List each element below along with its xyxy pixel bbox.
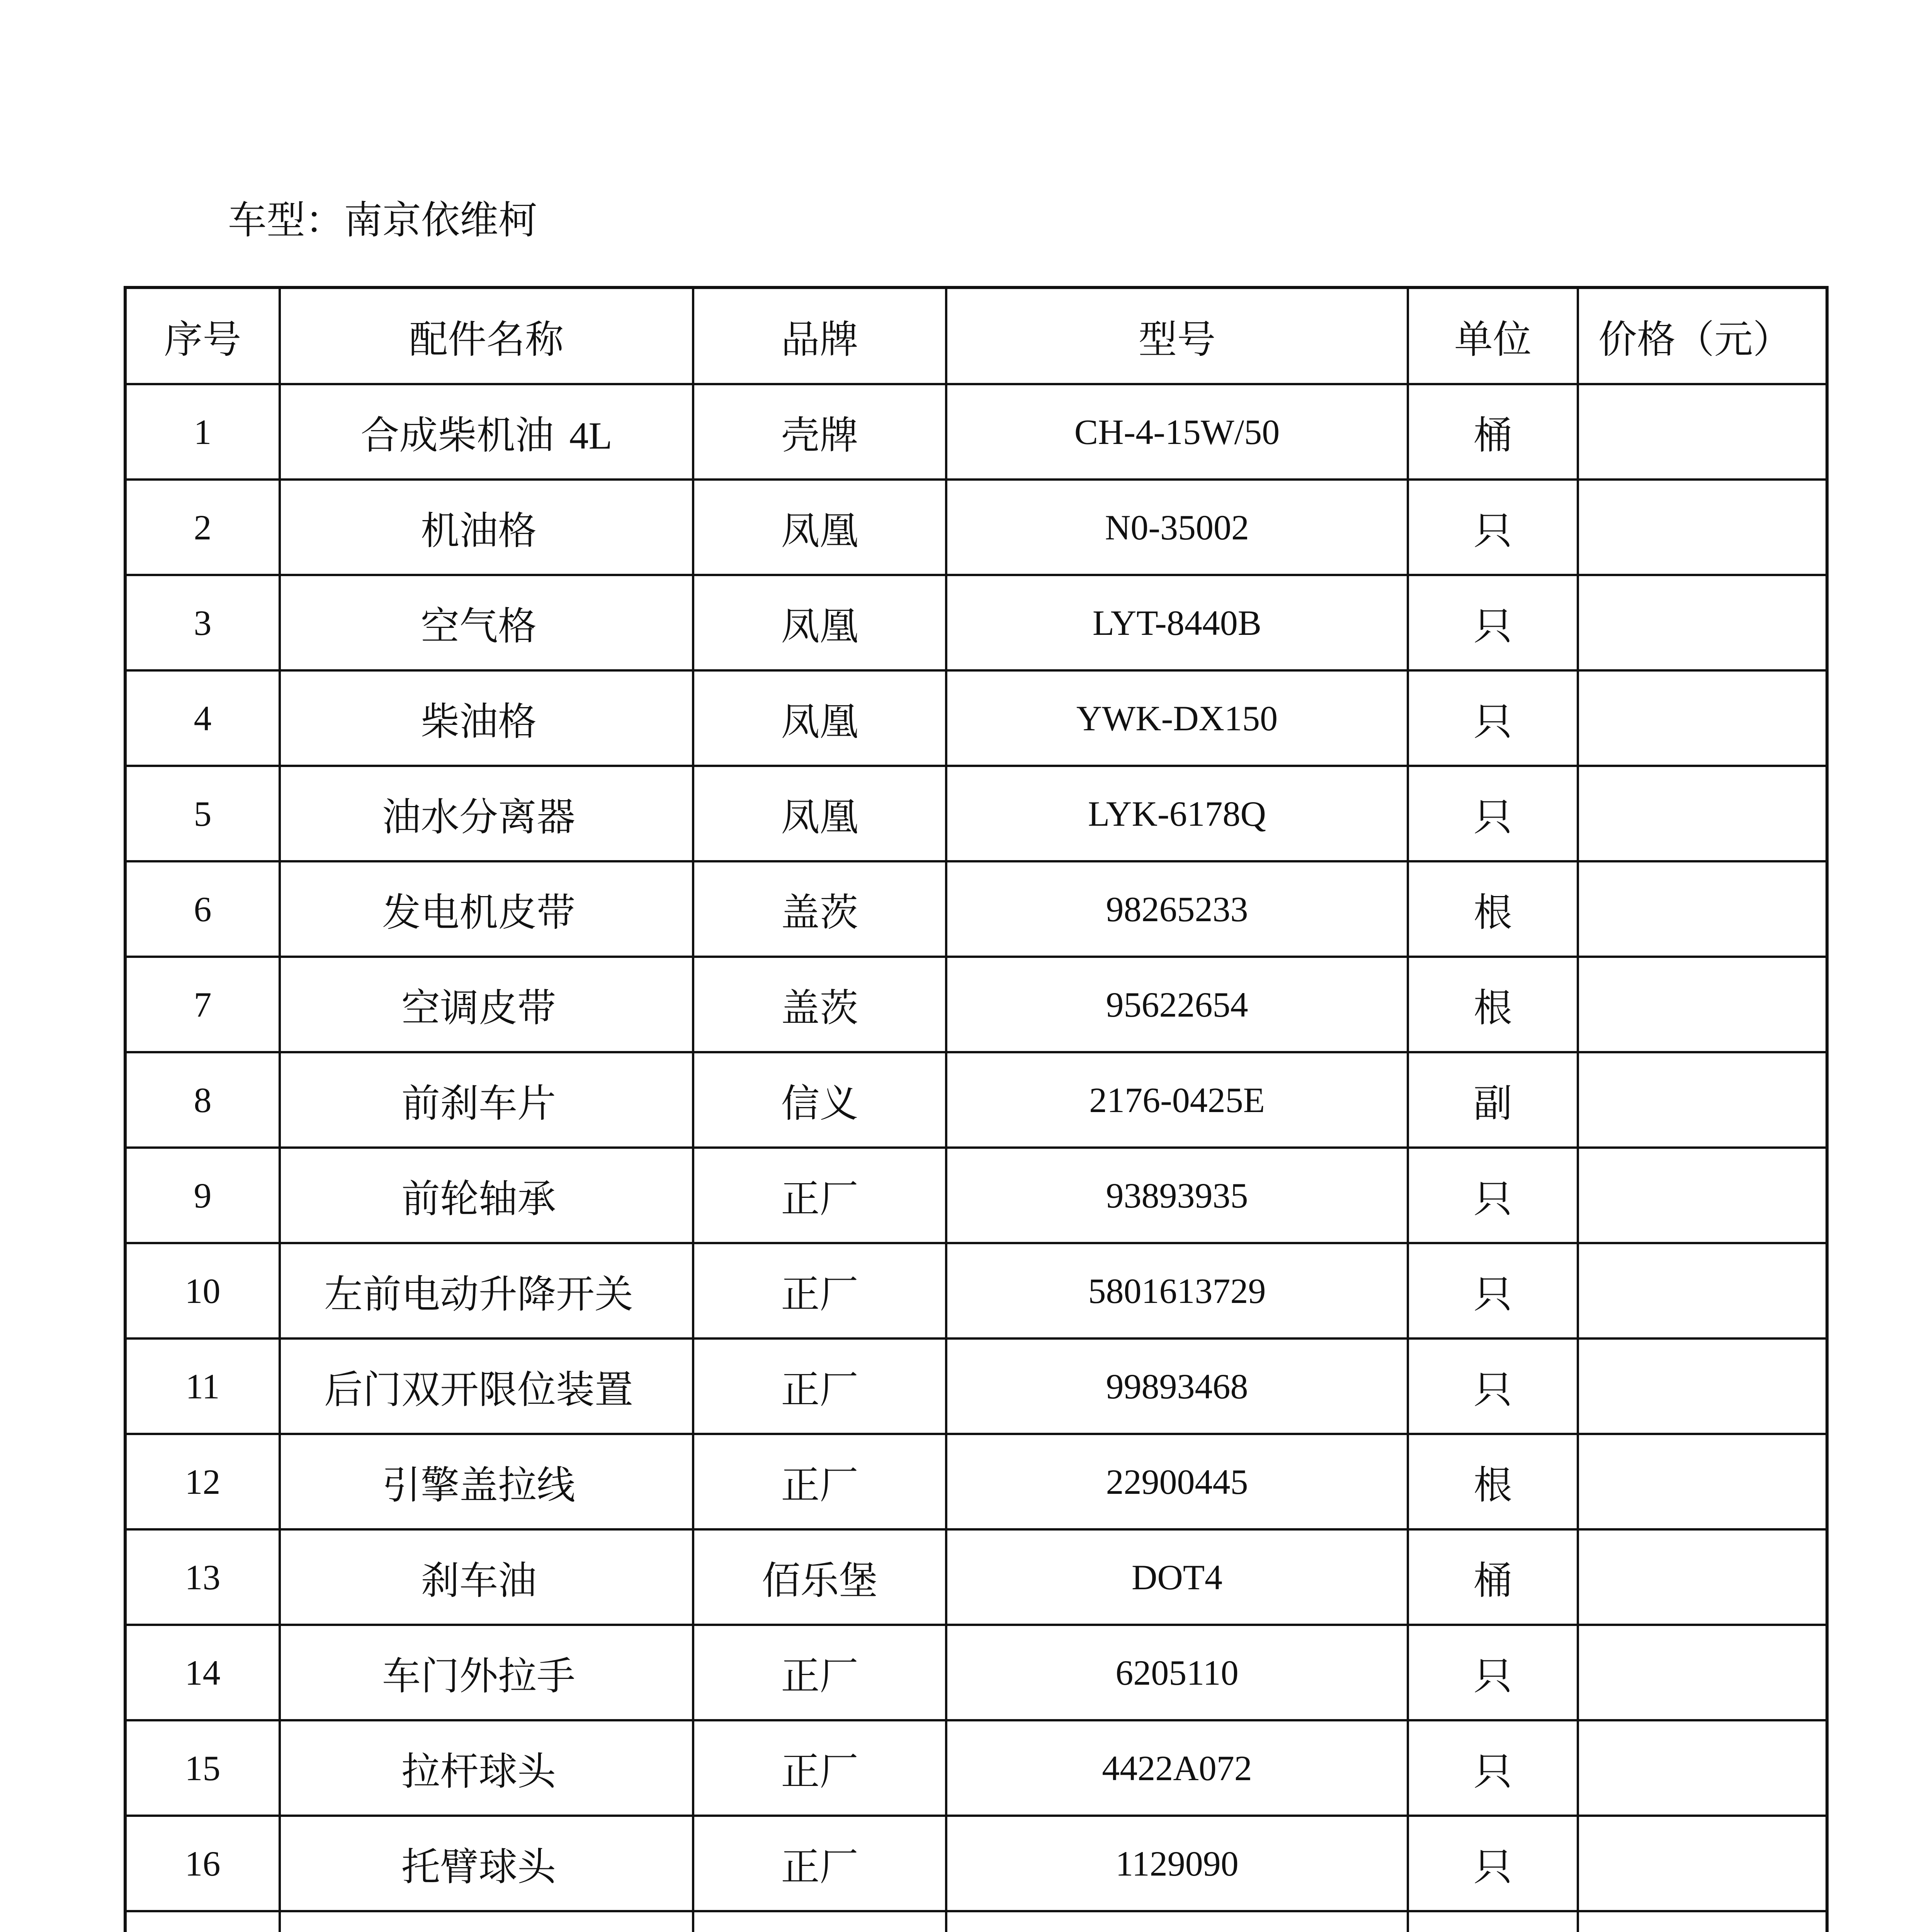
cell-part-name	[280, 1529, 693, 1625]
cell-no: 1	[125, 384, 280, 480]
header-brand: 品牌	[693, 287, 946, 384]
cell-part-name	[280, 1338, 693, 1434]
cell-unit: 只	[1408, 1816, 1578, 1911]
vehicle-model-name: 南京依维柯	[344, 197, 537, 243]
table-row	[125, 384, 1827, 480]
table-row	[125, 1911, 1827, 1932]
vehicle-heading	[228, 193, 537, 247]
cell-unit: 桶	[1408, 384, 1578, 480]
header-row	[125, 287, 1827, 384]
cell-no: 15	[125, 1720, 280, 1816]
cell-price	[1578, 766, 1827, 861]
cell-model: 93893935	[946, 1148, 1408, 1243]
part-name-text: 后门双开限位装置	[324, 1367, 633, 1412]
table-row	[125, 575, 1827, 670]
cell-unit: 根	[1408, 957, 1578, 1052]
part-name-suffix: 4L	[569, 414, 612, 457]
cell-no: 6	[125, 861, 280, 957]
cell-brand: 信义	[693, 1052, 946, 1148]
cell-part-name	[280, 1148, 693, 1243]
cell-no: 7	[125, 957, 280, 1052]
cell-no: 9	[125, 1148, 280, 1243]
cell-unit: 只	[1408, 766, 1578, 861]
cell-unit: 桶	[1408, 1529, 1578, 1625]
cell-brand: 壳牌	[693, 384, 946, 480]
cell-no: 8	[125, 1052, 280, 1148]
cell-unit: 副	[1408, 1052, 1578, 1148]
cell-model: YWK-DX150	[946, 670, 1408, 766]
part-name-text: 合成柴机油	[360, 412, 554, 458]
cell-brand: 盖茨	[693, 957, 946, 1052]
table-row	[125, 1243, 1827, 1338]
cell-model: 95622654	[946, 957, 1408, 1052]
cell-no: 4	[125, 670, 280, 766]
cell-unit: 根	[1408, 1434, 1578, 1529]
cell-part-name	[280, 1911, 693, 1932]
part-name-text: 油水分离器	[382, 794, 575, 840]
cell-no: 14	[125, 1625, 280, 1720]
cell-no: 3	[125, 575, 280, 670]
part-name-text: 左前电动升降开关	[324, 1271, 633, 1317]
table-row	[125, 1816, 1827, 1911]
cell-price	[1578, 1148, 1827, 1243]
cell-no: 16	[125, 1816, 280, 1911]
parts-table	[124, 286, 1829, 1932]
cell-brand: 盖茨	[693, 861, 946, 957]
table-row	[125, 1720, 1827, 1816]
cell-price	[1578, 957, 1827, 1052]
cell-model: 6205110	[946, 1625, 1408, 1720]
cell-part-name	[280, 384, 693, 480]
cell-no: 2	[125, 480, 280, 575]
cell-model: LYK-6178Q	[946, 766, 1408, 861]
part-name-text: 柴油格	[421, 699, 537, 744]
cell-model: 4422A072	[946, 1720, 1408, 1816]
cell-price	[1578, 1911, 1827, 1932]
header-name: 配件名称	[280, 287, 693, 384]
cell-no: 12	[125, 1434, 280, 1529]
cell-unit: 只	[1408, 1148, 1578, 1243]
cell-unit: 只	[1408, 1243, 1578, 1338]
cell-no: 11	[125, 1338, 280, 1434]
cell-part-name	[280, 861, 693, 957]
cell-unit: 只	[1408, 670, 1578, 766]
cell-unit: 只	[1408, 1625, 1578, 1720]
table-row	[125, 861, 1827, 957]
cell-model: CH-4-15W/50	[946, 384, 1408, 480]
table-row	[125, 1052, 1827, 1148]
part-name-text: 刹车油	[421, 1558, 537, 1603]
cell-part-name	[280, 1625, 693, 1720]
cell-price	[1578, 1434, 1827, 1529]
part-name-text: 空调皮带	[401, 985, 556, 1031]
cell-no: 10	[125, 1243, 280, 1338]
cell-brand: 正厂	[693, 1243, 946, 1338]
part-name-text: 前轮轴承	[401, 1176, 556, 1221]
cell-no: 5	[125, 766, 280, 861]
cell-part-name	[280, 1720, 693, 1816]
part-name-text: 托臂球头	[401, 1844, 556, 1889]
part-name-text: 拉杆球头	[401, 1748, 556, 1794]
part-name-text: 前刹车片	[401, 1080, 556, 1126]
cell-model	[946, 1911, 1408, 1932]
cell-model: 22900445	[946, 1434, 1408, 1529]
cell-part-name	[280, 957, 693, 1052]
cell-brand: 正厂	[693, 1338, 946, 1434]
part-name-text: 车门外拉手	[382, 1653, 575, 1699]
cell-price	[1578, 575, 1827, 670]
cell-unit: 只	[1408, 575, 1578, 670]
cell-price	[1578, 1052, 1827, 1148]
cell-model: N0-35002	[946, 480, 1408, 575]
parts-table-header	[125, 287, 1827, 384]
cell-part-name	[280, 1816, 693, 1911]
cell-price	[1578, 1243, 1827, 1338]
cell-unit: 根	[1408, 861, 1578, 957]
table-row	[125, 1148, 1827, 1243]
cell-price	[1578, 480, 1827, 575]
cell-model: 1129090	[946, 1816, 1408, 1911]
cell-price	[1578, 1529, 1827, 1625]
cell-brand: 正厂	[693, 1720, 946, 1816]
cell-model: 2176-0425E	[946, 1052, 1408, 1148]
cell-part-name	[280, 1052, 693, 1148]
cell-model: 5801613729	[946, 1243, 1408, 1338]
cell-no	[125, 1911, 280, 1932]
cell-no: 13	[125, 1529, 280, 1625]
cell-brand: 凤凰	[693, 480, 946, 575]
cell-unit	[1408, 1911, 1578, 1932]
cell-unit: 只	[1408, 1338, 1578, 1434]
part-name-text: 发电机皮带	[382, 889, 575, 935]
header-price: 价格（元）	[1578, 287, 1827, 384]
cell-brand	[693, 1911, 946, 1932]
cell-price	[1578, 384, 1827, 480]
cell-part-name	[280, 480, 693, 575]
cell-price	[1578, 670, 1827, 766]
cell-part-name	[280, 670, 693, 766]
cell-model: 98265233	[946, 861, 1408, 957]
cell-brand: 凤凰	[693, 575, 946, 670]
cell-brand: 凤凰	[693, 766, 946, 861]
table-row	[125, 957, 1827, 1052]
cell-model: DOT4	[946, 1529, 1408, 1625]
cell-unit: 只	[1408, 480, 1578, 575]
vehicle-heading-label: 车型：	[228, 197, 344, 243]
cell-part-name	[280, 1434, 693, 1529]
table-row	[125, 766, 1827, 861]
cell-part-name	[280, 1243, 693, 1338]
cell-part-name	[280, 766, 693, 861]
cell-price	[1578, 861, 1827, 957]
table-row	[125, 1338, 1827, 1434]
table-row	[125, 1529, 1827, 1625]
cell-brand: 正厂	[693, 1625, 946, 1720]
cell-brand: 正厂	[693, 1434, 946, 1529]
header-no: 序号	[125, 287, 280, 384]
cell-model: 99893468	[946, 1338, 1408, 1434]
table-row	[125, 480, 1827, 575]
cell-price	[1578, 1338, 1827, 1434]
part-name-text: 空气格	[421, 603, 537, 649]
table-row	[125, 670, 1827, 766]
part-name-text: 引擎盖拉线	[382, 1462, 575, 1508]
cell-price	[1578, 1625, 1827, 1720]
table-row	[125, 1434, 1827, 1529]
cell-price	[1578, 1816, 1827, 1911]
cell-brand: 佰乐堡	[693, 1529, 946, 1625]
parts-table-body	[125, 384, 1827, 1932]
cell-unit: 只	[1408, 1720, 1578, 1816]
cell-brand: 正厂	[693, 1816, 946, 1911]
cell-brand: 正厂	[693, 1148, 946, 1243]
part-name-text: 机油格	[421, 508, 537, 553]
table-row	[125, 1625, 1827, 1720]
cell-price	[1578, 1720, 1827, 1816]
header-model: 型号	[946, 287, 1408, 384]
header-unit: 单位	[1408, 287, 1578, 384]
cell-brand: 凤凰	[693, 670, 946, 766]
cell-part-name	[280, 575, 693, 670]
cell-model: LYT-8440B	[946, 575, 1408, 670]
